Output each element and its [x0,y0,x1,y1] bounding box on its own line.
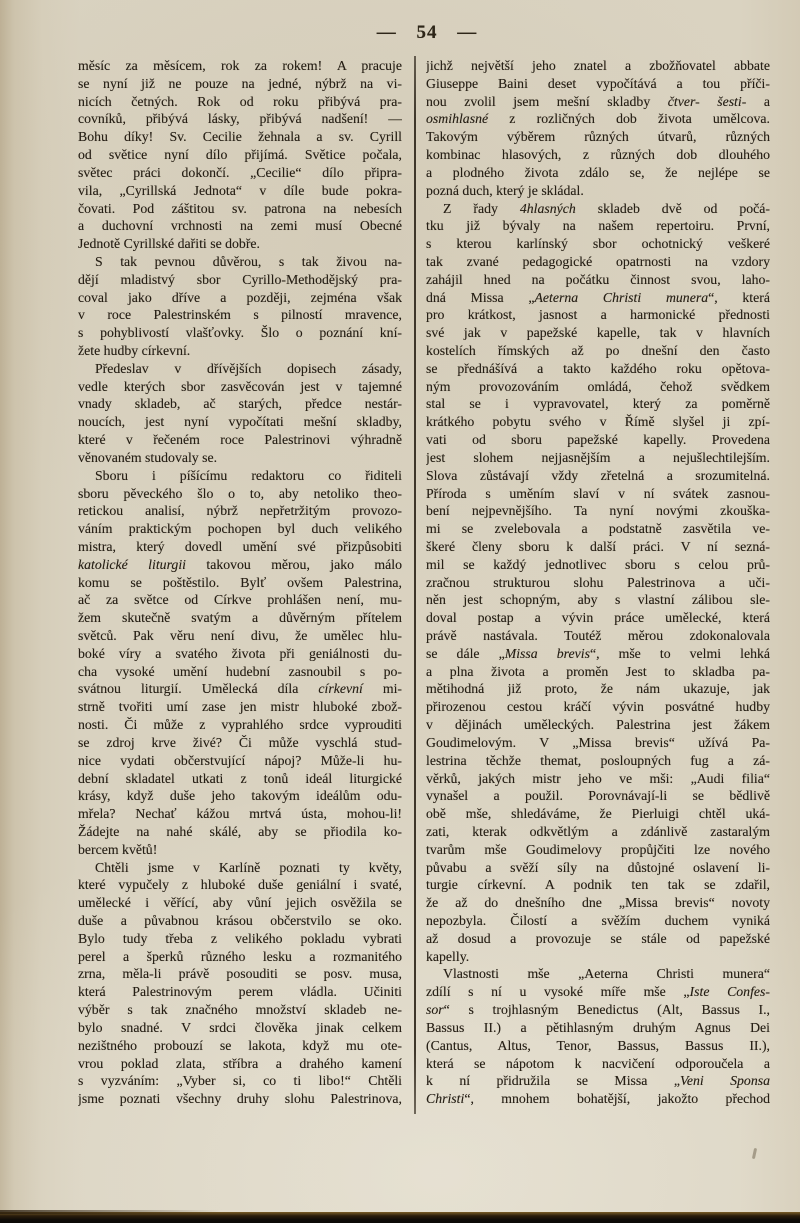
text-line: bercem květů! [78,841,158,857]
text-line: Sboru i píšícímu redaktoru co řiditeli [95,467,402,483]
text-line: retickou analisí, nýbrž nepřetržitým provozo- [78,503,402,519]
text-line: které vypučely z hluboké duše geniální i svaté, [78,877,402,893]
text-line: zdílí s ní u vysoké míře mše „Iste Confes- [426,984,770,1000]
page-number: — 54 — [376,22,478,43]
text-line: Vlastnosti mše „Aeterna Christi munera“ [443,966,770,982]
text-line: Z řady 4hlasných skladeb dvě od počá- [443,200,770,216]
text-line: s vyzváním: „Vyber si, co ti libo!“ Chtěli [78,1073,402,1089]
text-line: se přednášívá a takto každého roku opětova- [426,360,770,376]
scan-speck [752,1148,757,1159]
text-line: pozná duch, který je skládal. [426,182,584,198]
text-line: Bylo tudy třeba z velikého pokladu vybrati [78,930,402,946]
text-line: Giuseppe Baini deset vypočítává a tou příči- [426,75,770,91]
text-line: Christi“, mnohem bohatější, jakožto přechod [426,1091,770,1107]
text-line: (Cantus, Altus, Tenor, Bassus, Bassus II.), [426,1037,770,1053]
text-line: a plna života a proměn Jest to skladba pa- [426,663,770,679]
text-line: Slova zůstávají vždy zřetelná a srozumitelná. [426,467,770,483]
text-line: nepozbyla. Čilostí a svěžím duchem vyniká [426,913,770,928]
text-line: tak zvané pedagogické opatrnosti na vzdory [426,253,770,269]
text-line: kostelích římských až po dnešní den často [426,343,770,358]
text-line: strně tvořiti umí zase jen mistr hluboké zbož- [78,699,402,715]
text-line: se nyní již ne pouze na jedné, nýbrž na vi- [78,75,402,91]
text-line: k ní přidružila se Missa „Veni Sponsa [426,1073,770,1089]
text-line: věrků, jakých mistr jeho ve mši: „Audi filia“ [426,770,770,786]
text-line: obě mše, shledáváme, že Pierluigi chtěl uká- [426,806,770,822]
text-line: katolické liturgii takovou měrou, jako málo [78,556,402,572]
text-line: a plodného života zdálo se, že nejlépe se [426,164,770,180]
text-line: zati, kterak odkvětlým a zdánlivě zastaralým [426,823,770,839]
left-column [78,57,402,1108]
text-line: Chtěli jsme v Karlíně poznati ty květy, [95,859,402,875]
text-line: jest slohem nejjasnějším a nejušlechtilejším. [426,449,770,465]
text-line: noucích, jest nyní vypočítati mešní skladby, [78,414,402,430]
text-line: umělecké i věřící, aby vůní jejich osvěžila se [78,895,402,911]
scan-edge-bottom [0,1212,800,1223]
text-line: covníků, přibývá lásky, přibývá nadšení! — [78,111,402,127]
text-line: bylo snadné. V srdci člověka jinak celkem [78,1019,402,1035]
text-line: s pohyblivostí vlašťovky. Šlo o poznání kní- [78,325,402,341]
text-line: která Palestrinovým perem vládla. Učiniti [78,984,402,1000]
text-line: S tak pevnou důvěrou, s tak živou na- [95,253,402,269]
text-line: vnady skladeb, ač starých, předce nestár- [78,396,402,412]
text-line: tku již bývaly na našem repertoiru. První, [426,218,770,234]
text-line: měsíc za měsícem, rok za rokem! A pracuje [78,58,402,73]
text-line: Předeslav v dřívějších dopisech zásady, [95,360,402,376]
right-column [426,57,770,1108]
text-line: že až do dnešního dne „Missa brevis“ novoty [426,895,770,911]
text-line: své jak v papežské kapelle, tak v hlavních [426,325,770,341]
text-line: se zdroj krve živé? Či může vyschlá stud- [78,734,402,750]
text-line: zračnou strukturou slohu Palestrinova a uči- [426,574,770,590]
text-line: cha vysoké umění hudební zasnoubil s po- [78,663,402,679]
text-line: nou zvolil jsem mešní skladby čtver- šesti- a [426,93,770,109]
text-line: tvarům mše Goudimelovy propůjčiti lze nového [426,841,770,857]
text-line: Žádejte na nahé skálé, aby se přiodila ko- [78,823,402,839]
text-line: svátnou liturgií. Umělecká díla církevní mi- [78,681,402,697]
text-line: lestrina těchže themat, posloupných fug a zá- [426,752,770,768]
text-line: bení nejpevnějšího. Ta nyní novými zkouška- [426,503,770,519]
text-line: ným provozováním omládá, čehož svědkem [426,378,770,394]
text-line: výběr s tak značného množství skladeb ne- [78,1002,402,1018]
text-line: pro krátkost, jasnost a harmonické přednosti [426,307,770,323]
text-line: dějí mladistvý sbor Cyrillo-Methodějský pra- [78,271,402,287]
text-line: coval jako dříve a později, zejména však [78,289,402,305]
text-line: škeré členy sboru k další práci. V ní sezná- [426,538,770,554]
text-line: duše a půvabnou krásou občerstvilo se oko. [78,913,402,928]
text-line: světec práci dokončí. „Cecilie“ dílo připra- [78,164,402,180]
text-line: váním praktickým pochopen byl duch velikého [78,521,402,537]
text-line: zahájil hned na počátku činnost svou, laho- [426,271,770,287]
text-line: osmihlasné z rozličných dob života umělcova. [426,111,770,127]
text-line: věnovaném studovaly se. [78,449,218,465]
text-line: ač za světce od Církve prohlášen není, mu- [78,592,402,608]
text-line: a duchovní vrchnosti na zemi musí Obecné [78,218,402,234]
text-line: zrna, měla-li právě posouditi se posv. musa, [78,966,402,982]
text-line: vynašel a použil. Porovnávají-li se bědlivě [426,788,770,804]
text-line: Goudimelovým. V „Missa brevis“ užívá Pa- [426,734,770,750]
text-line: Příroda s uměním slaví v ní svátek zasnou- [426,485,770,501]
text-line: Bassus II.) a pětihlasným druhým Agnus Dei [426,1019,770,1035]
text-line: světců. Pak věru není divu, že umělec hlu- [78,628,402,643]
text-line: sboru pěveckého šlo o to, aby netoliko theo- [78,485,402,501]
text-line: vedle kterých sbor zasvěcován jest v tajemné [78,378,402,394]
text-line: kapelly. [426,948,470,964]
text-line: boké víry a svatého života při geniálnosti du- [78,645,402,661]
text-line: přirozenou cestou kráčí vývin posvátné hudby [426,699,770,715]
text-line: čovati. Pod záštitou sv. patrona na nebesích [78,200,402,216]
text-line: krátkého pobytu svého v Římě slyšel ji zpí- [426,414,770,430]
text-line: dná Missa „Aeterna Christi munera“, která [426,289,770,305]
text-line: krásy, když duše jeho takovým ideálům odu- [78,788,402,804]
text-line: v roce Palestrinském s pilností mravence, [78,307,402,323]
text-line: turgie církevní. A podnik ten tak se zdařil, [426,877,770,893]
column-divider [414,56,416,1114]
text-line: komu se poštěstilo. Bylť ovšem Palestrina, [78,574,402,590]
text-line: v dějinách uměleckých. Palestrina jest žákem [426,717,770,733]
text-line: mřela? Nechať kážou mrtvá ústa, mohou-li! [78,806,402,822]
text-line: se dále „Missa brevis“, mše to velmi lehká [426,645,770,661]
text-line: nezištného probouzí se lakota, když mu ote- [78,1037,402,1053]
text-line: mi se zvelebovala a podstatně zasvětila ve- [426,521,770,537]
text-line: Jednotě Cyrillské dařiti se dobře. [78,236,261,252]
text-line: perel a šperků různého lesku a rozmanitého [78,948,402,964]
text-line: vati od sboru papežské kapelly. Provedena [426,432,770,448]
text-line: právě nastávala. Toutéž měrou zdokonalovala [426,628,770,643]
text-line: Bohu díky! Sv. Cecilie žehnala a sv. Cyrill [78,129,402,145]
text-line: stal se i vypravovatel, který za poměrně [426,396,770,412]
text-line: nicích četných. Rok od roku přibývá pra- [78,93,402,109]
text-line: mětihodná již proto, že nám ukazuje, jak [426,681,770,697]
text-line: vila, „Cyrillská Jednota“ v díle bude pokra- [78,182,402,198]
text-line: nosti. Či může z vyprahlého srdce vyprouditi [78,717,402,733]
text-line: od světice nyní dílo přijímá. Světice počala, [78,147,402,163]
text-line: kombinac hlasových, z různých dob dlouhého [426,147,770,163]
text-line: Takovým výběrem různých útvarů, různých [426,129,770,145]
text-line: mil se každý jednotlivec sboru s celou prů- [426,556,770,572]
text-line: žete hudby církevní. [78,343,191,358]
text-line: která se nápotom k nacvičení odporoučela a [426,1055,770,1071]
text-line: nice vydati občerstvující nápoj? Může-li hu- [78,752,402,768]
text-line: dební skladatel utkati z tonů ideál liturgické [78,770,402,786]
text-line: které v řečeném roce Palestrinovi výhradně [78,432,402,448]
text-line: sor“ s trojhlasným Benedictus (Alt, Bassus I., [426,1002,770,1018]
text-line: půvabu a svěží síly na důstojné oslavení li- [426,859,770,875]
text-line: až dosud a provozuje se stále od papežské [426,930,770,946]
text-line: žem skutečně svatým a důvěrným přítelem [78,610,402,626]
text-line: něn jest schopným, aby s vlastní zálibou sle- [426,592,770,608]
text-line: jichž největší jeho znatel a zbožňovatel abbate [426,58,770,73]
text-line: doval postap a vývin práce umělecké, která [426,610,770,626]
text-line: mistra, který dovedl umění své přizpůsobiti [78,538,402,554]
text-line: s kterou karlínský sbor ochotnický veškeré [426,236,770,252]
text-line: jsme poznati všechny druhy slohu Palestrinova, [78,1091,402,1107]
text-line: vrou poklad zlata, stříbra a drahého kamení [78,1055,402,1071]
